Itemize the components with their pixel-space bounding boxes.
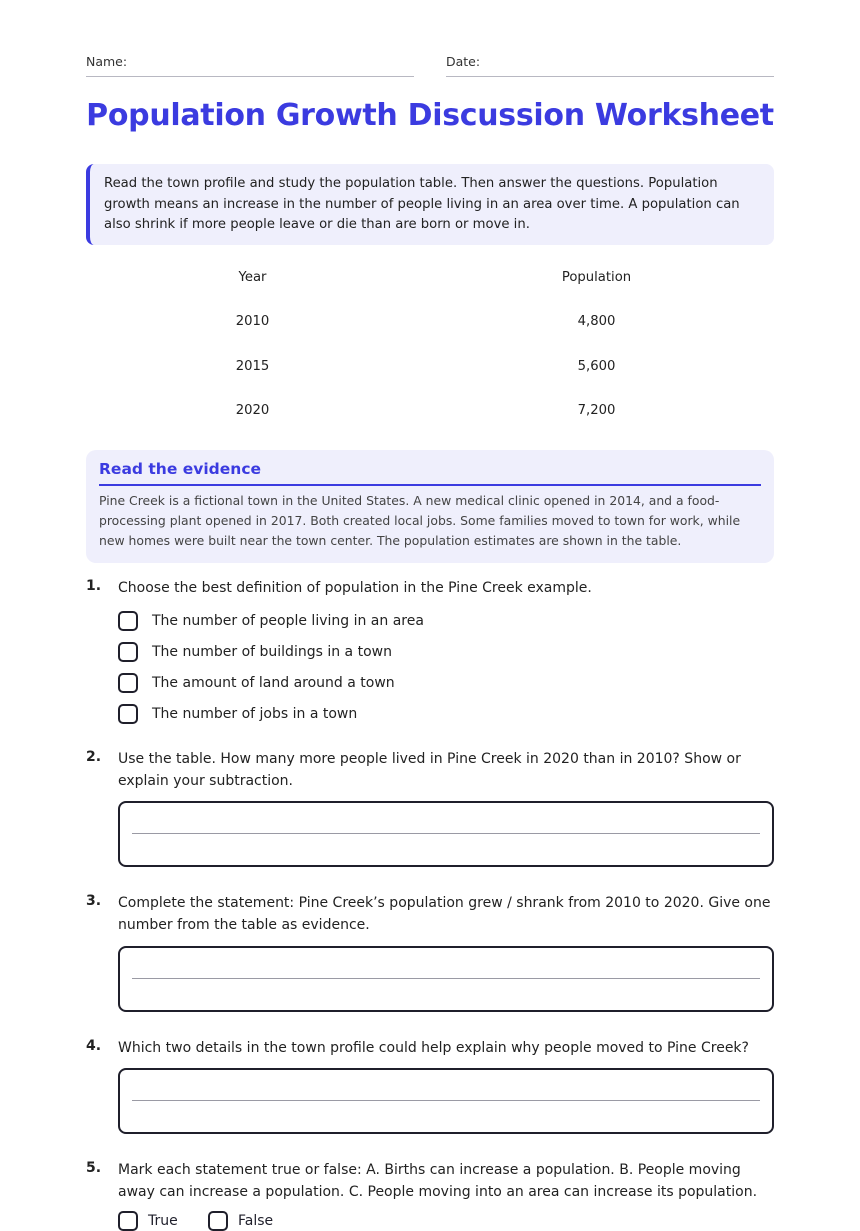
question-text: Use the table. How many more people lived in Pine Creek in 2020 than in 2010? Show or explain your subtraction.	[118, 751, 741, 789]
worksheet-title: Population Growth Discussion Worksheet	[86, 98, 774, 133]
option-label: False	[238, 1213, 274, 1229]
option-item[interactable]	[118, 673, 774, 704]
table-row	[86, 300, 774, 345]
answer-line	[132, 978, 760, 979]
checkbox[interactable]	[118, 704, 138, 724]
checkbox[interactable]	[118, 611, 138, 631]
evidence-body: Pine Creek is a fictional town in the United States. A new medical clinic opened in 2014, and a food-processing plant opened in 2017. Both created local jobs. Some families moved to town for work, while new homes were built near the town center. The population estimates are shown in the table.	[99, 493, 741, 548]
date-label: Date:	[446, 54, 481, 69]
question-number: 3.	[86, 893, 102, 909]
answer-box[interactable]	[118, 946, 774, 1012]
question-text: Mark each statement true or false: A. Births can increase a population. B. People moving away can increase a population. C. People moving into an area can increase its population.	[118, 1162, 758, 1200]
table-header-row	[86, 255, 774, 300]
option-label: The number of jobs in a town	[152, 706, 358, 722]
option-item[interactable]	[118, 611, 774, 642]
true-false-options	[118, 1211, 774, 1231]
checkbox[interactable]	[118, 673, 138, 693]
option-label: True	[148, 1213, 178, 1229]
question-text: Which two details in the town profile could help explain why people moved to Pine Creek?	[118, 1040, 749, 1056]
checkbox[interactable]	[208, 1211, 228, 1231]
intro-callout: Read the town profile and study the population table. Then answer the questions. Population growth means an increase in the number of people living in an area over time. A population can also shrink if more people leave or die than are born or move in.	[86, 164, 774, 245]
answer-box[interactable]	[118, 801, 774, 867]
evidence-title: Read the evidence	[99, 460, 761, 486]
question-text: Complete the statement: Pine Creek’s population grew / shrank from 2010 to 2020. Give one number from the table as evidence.	[118, 895, 771, 933]
date-field[interactable]	[446, 54, 774, 77]
table-cell-population: 5,600	[577, 358, 616, 374]
question-1-options	[118, 611, 774, 735]
checkbox[interactable]	[118, 1211, 138, 1231]
name-label: Name:	[86, 54, 128, 69]
table-row	[86, 344, 774, 389]
answer-line	[132, 833, 760, 834]
header-fields	[86, 54, 774, 76]
table-header-year: Year	[238, 269, 267, 285]
table-cell-year: 2020	[235, 403, 270, 419]
answer-line	[132, 1100, 760, 1101]
table-header-population: Population	[561, 269, 632, 285]
option-item[interactable]	[118, 642, 774, 673]
checkbox[interactable]	[118, 642, 138, 662]
option-label: The amount of land around a town	[152, 675, 395, 691]
table-cell-population: 7,200	[577, 403, 616, 419]
question-number: 5.	[86, 1160, 102, 1176]
question-number: 2.	[86, 749, 102, 765]
question-text: Choose the best definition of population in the Pine Creek example.	[118, 580, 592, 596]
table-cell-year: 2010	[235, 314, 270, 330]
answer-box[interactable]	[118, 1068, 774, 1134]
question-number: 1.	[86, 578, 102, 594]
option-label: The number of buildings in a town	[152, 644, 392, 660]
evidence-box	[86, 450, 774, 563]
table-row	[86, 389, 774, 434]
question-number: 4.	[86, 1038, 102, 1054]
population-table	[86, 255, 774, 433]
table-cell-year: 2015	[235, 358, 270, 374]
option-item[interactable]	[118, 704, 774, 735]
table-cell-population: 4,800	[577, 314, 616, 330]
option-label: The number of people living in an area	[152, 613, 424, 629]
name-field[interactable]	[86, 54, 414, 77]
